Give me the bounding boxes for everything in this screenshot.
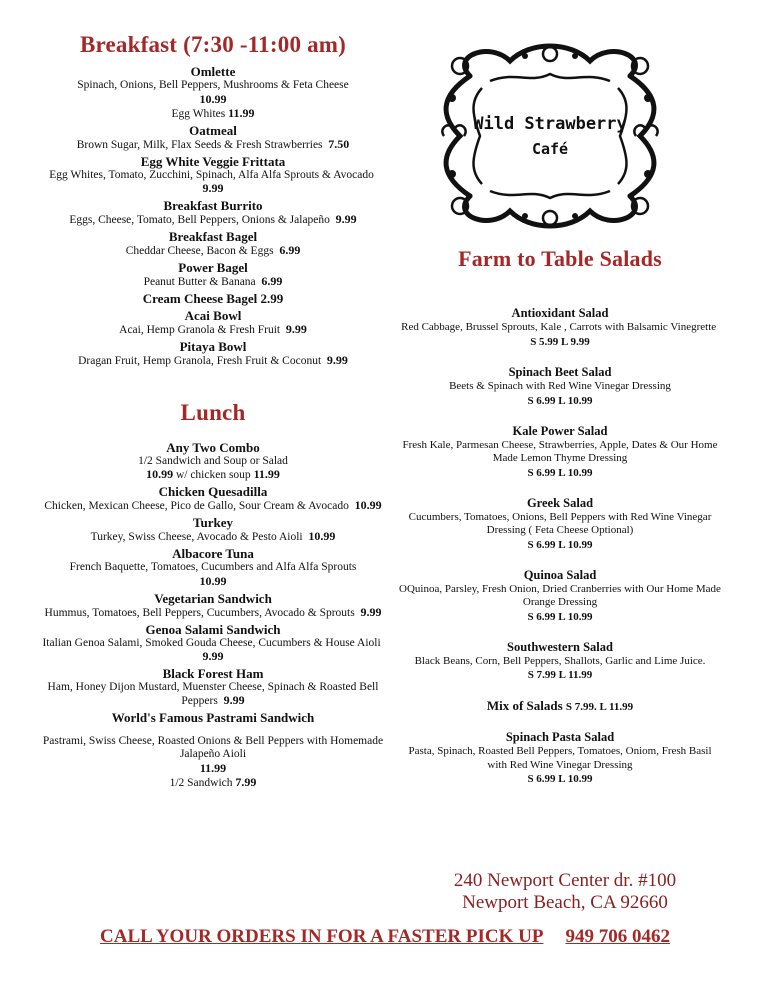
item-desc: Eggs, Cheese, Tomato, Bell Peppers, Onions & Jalapeño <box>69 214 330 226</box>
call-banner <box>60 926 710 948</box>
item-name: Black Forest Ham <box>162 666 264 681</box>
item-desc: Brown Sugar, Milk, Flax Seeds & Fresh Strawberries <box>76 139 323 151</box>
item-price: 9.99 <box>360 605 382 619</box>
left-column <box>40 32 386 792</box>
item-name: Spinach Pasta Salad <box>505 730 615 744</box>
item-desc: OQuinoa, Parsley, Fresh Onion, Dried Cranberries with Our Home Made Orange Dressing <box>399 582 721 608</box>
item-name: Acai Bowl <box>184 308 242 323</box>
menu-item <box>40 591 386 620</box>
item-name: Turkey <box>193 515 233 530</box>
item-name: Cream Cheese Bagel 2.99 <box>142 291 284 306</box>
address-line1: 240 Newport Center dr. #100 <box>453 870 677 891</box>
salad-item <box>398 365 722 408</box>
item-name: Chicken Quesadilla <box>158 484 268 499</box>
item-price: 10.99 <box>354 498 382 512</box>
menu-item <box>40 440 386 482</box>
salad-item <box>398 730 722 786</box>
item-name: Breakfast Burrito <box>163 198 263 213</box>
item-price: 9.99 <box>202 181 224 195</box>
item-desc: Pastrami, Swiss Cheese, Roasted Onions & Bell Peppers with Homemade Jalapeño Aioli <box>42 735 384 760</box>
right-column <box>398 306 722 802</box>
item-price: 11.99 <box>199 761 227 775</box>
item-name: Any Two Combo <box>166 440 260 455</box>
cafe-logo <box>430 36 670 236</box>
item-price: 9.99 <box>285 322 307 336</box>
salad-item <box>398 306 722 349</box>
menu-item <box>40 154 386 196</box>
item-price: 6.99 <box>261 274 283 288</box>
phone-number[interactable]: 949 706 0462 <box>565 926 670 947</box>
item-desc: Fresh Kale, Parmesan Cheese, Strawberries, Apple, Dates & Our Home Made Lemon Thyme Dressing <box>402 438 718 464</box>
address-line2: Newport Beach, CA 92660 <box>462 892 668 913</box>
item-name: Vegetarian Sandwich <box>154 591 272 606</box>
menu-item <box>40 229 386 258</box>
item-desc: Beets & Spinach with Red Wine Vinegar Dressing <box>449 380 671 392</box>
salad-item <box>398 424 722 480</box>
item-price: 10.99 <box>146 467 174 481</box>
item-name: Omlette <box>190 64 236 79</box>
menu-item <box>40 546 386 589</box>
menu-item <box>40 339 386 368</box>
item-extra: w/ chicken soup <box>175 469 251 481</box>
menu-item <box>40 666 386 708</box>
item-desc: Cheddar Cheese, Bacon & Eggs <box>125 245 274 257</box>
menu-item <box>40 622 386 664</box>
item-sizes: S 7.99 L 11.99 <box>527 669 593 681</box>
item-extra-price: 7.99 <box>235 775 257 789</box>
item-desc: Spinach, Onions, Bell Peppers, Mushrooms & Feta Cheese <box>77 79 349 91</box>
item-desc: Italian Genoa Salami, Smoked Gouda Cheese, Cucumbers & House Aioli <box>42 637 381 649</box>
item-name: Quinoa Salad <box>523 567 597 582</box>
item-name: Pitaya Bowl <box>179 339 247 354</box>
item-name: Antioxidant Salad <box>511 306 609 320</box>
item-desc: Cucumbers, Tomatoes, Onions, Bell Peppers with Red Wine Vinegar Dressing ( Feta Cheese Optional) <box>408 510 712 536</box>
item-name: Breakfast Bagel <box>168 229 258 244</box>
item-name: Greek Salad <box>526 495 594 510</box>
menu-item <box>40 291 386 306</box>
salad-item <box>398 640 722 683</box>
item-sizes: S 6.99 L 10.99 <box>527 466 593 479</box>
item-price: 9.99 <box>223 693 245 707</box>
item-desc: 1/2 Sandwich and Soup or Salad <box>138 455 288 467</box>
salads-title: Farm to Table Salads <box>458 246 662 271</box>
menu-item <box>40 123 386 152</box>
item-name: Genoa Salami Sandwich <box>145 622 281 637</box>
item-name: Southwestern Salad <box>507 639 613 654</box>
address <box>420 870 710 914</box>
item-desc: Chicken, Mexican Cheese, Pico de Gallo, Sour Cream & Avocado <box>44 500 349 512</box>
item-extra-price: 11.99 <box>253 467 280 481</box>
item-desc: Red Cabbage, Brussel Sprouts, Kale , Carrots with Balsamic Vinegrette <box>401 321 717 333</box>
item-sizes: S 7.99. L 11.99 <box>565 701 634 713</box>
logo-text: Wild Strawberry <box>473 114 627 134</box>
item-sizes: S 6.99 L 10.99 <box>527 610 593 623</box>
item-price: 10.99 <box>199 92 227 106</box>
item-price: 9.99 <box>326 353 348 367</box>
item-desc: Dragan Fruit, Hemp Granola, Fresh Fruit & Coconut <box>78 355 322 367</box>
menu-item <box>40 515 386 544</box>
item-name: Spinach Beet Salad <box>508 365 612 379</box>
item-sizes: S 6.99 L 10.99 <box>527 773 593 785</box>
logo-subtext: Café <box>531 140 569 158</box>
breakfast-title: Breakfast (7:30 -11:00 am) <box>79 32 347 57</box>
item-name: Kale Power Salad <box>512 423 608 438</box>
item-desc: Egg Whites, Tomato, Zucchini, Spinach, Alfa Alfa Sprouts & Avocado <box>49 169 374 181</box>
item-sizes: S 5.99 L 9.99 <box>530 335 590 348</box>
item-price: 9.99 <box>335 212 357 226</box>
item-desc: Turkey, Swiss Cheese, Avocado & Pesto Aioli <box>90 531 303 543</box>
item-extra: 1/2 Sandwich <box>169 777 233 789</box>
menu-item <box>40 260 386 289</box>
item-price: 6.99 <box>279 243 301 257</box>
salad-item <box>398 496 722 552</box>
item-price: 7.50 <box>328 137 350 151</box>
mix-of-salads <box>398 698 722 714</box>
call-text: CALL YOUR ORDERS IN FOR A FASTER PICK UP <box>100 926 544 947</box>
menu-item <box>40 710 386 790</box>
item-name: Egg White Veggie Frittata <box>140 154 286 169</box>
menu-item <box>40 198 386 227</box>
item-price: 10.99 <box>199 574 227 588</box>
item-name: World's Famous Pastrami Sandwich <box>111 710 315 725</box>
item-name: Mix of Salads <box>486 698 563 713</box>
item-desc: Acai, Hemp Granola & Fresh Fruit <box>119 324 281 336</box>
item-extra: Egg Whites <box>171 108 226 120</box>
item-name: Oatmeal <box>189 123 237 138</box>
item-name: Power Bagel <box>178 260 248 275</box>
item-name: Albacore Tuna <box>172 546 254 561</box>
item-desc: Hummus, Tomatoes, Bell Peppers, Cucumbers, Avocado & Sprouts <box>44 607 355 619</box>
menu-item <box>40 484 386 513</box>
menu-item <box>40 64 386 121</box>
item-desc: Peanut Butter & Banana <box>143 276 256 288</box>
item-desc: Black Beans, Corn, Bell Peppers, Shallots, Garlic and Lime Juice. <box>414 654 706 667</box>
ornate-frame-icon <box>430 36 670 236</box>
item-sizes: S 6.99 L 10.99 <box>527 394 593 407</box>
item-extra-price: 11.99 <box>228 106 255 120</box>
item-sizes: S 6.99 L 10.99 <box>527 538 593 551</box>
item-price: 9.99 <box>202 649 224 663</box>
menu-item <box>40 308 386 337</box>
item-price: 10.99 <box>308 529 336 543</box>
item-desc: French Baquette, Tomatoes, Cucumbers and Alfa Alfa Sprouts <box>69 561 357 573</box>
item-desc: Pasta, Spinach, Roasted Bell Peppers, Tomatoes, Oniom, Fresh Basil with Red Wine Vinegar Dressing <box>408 745 712 771</box>
lunch-title: Lunch <box>180 400 246 425</box>
salad-item <box>398 568 722 624</box>
item-desc: Ham, Honey Dijon Mustard, Muenster Cheese, Spinach & Roasted Bell Peppers <box>47 681 379 707</box>
